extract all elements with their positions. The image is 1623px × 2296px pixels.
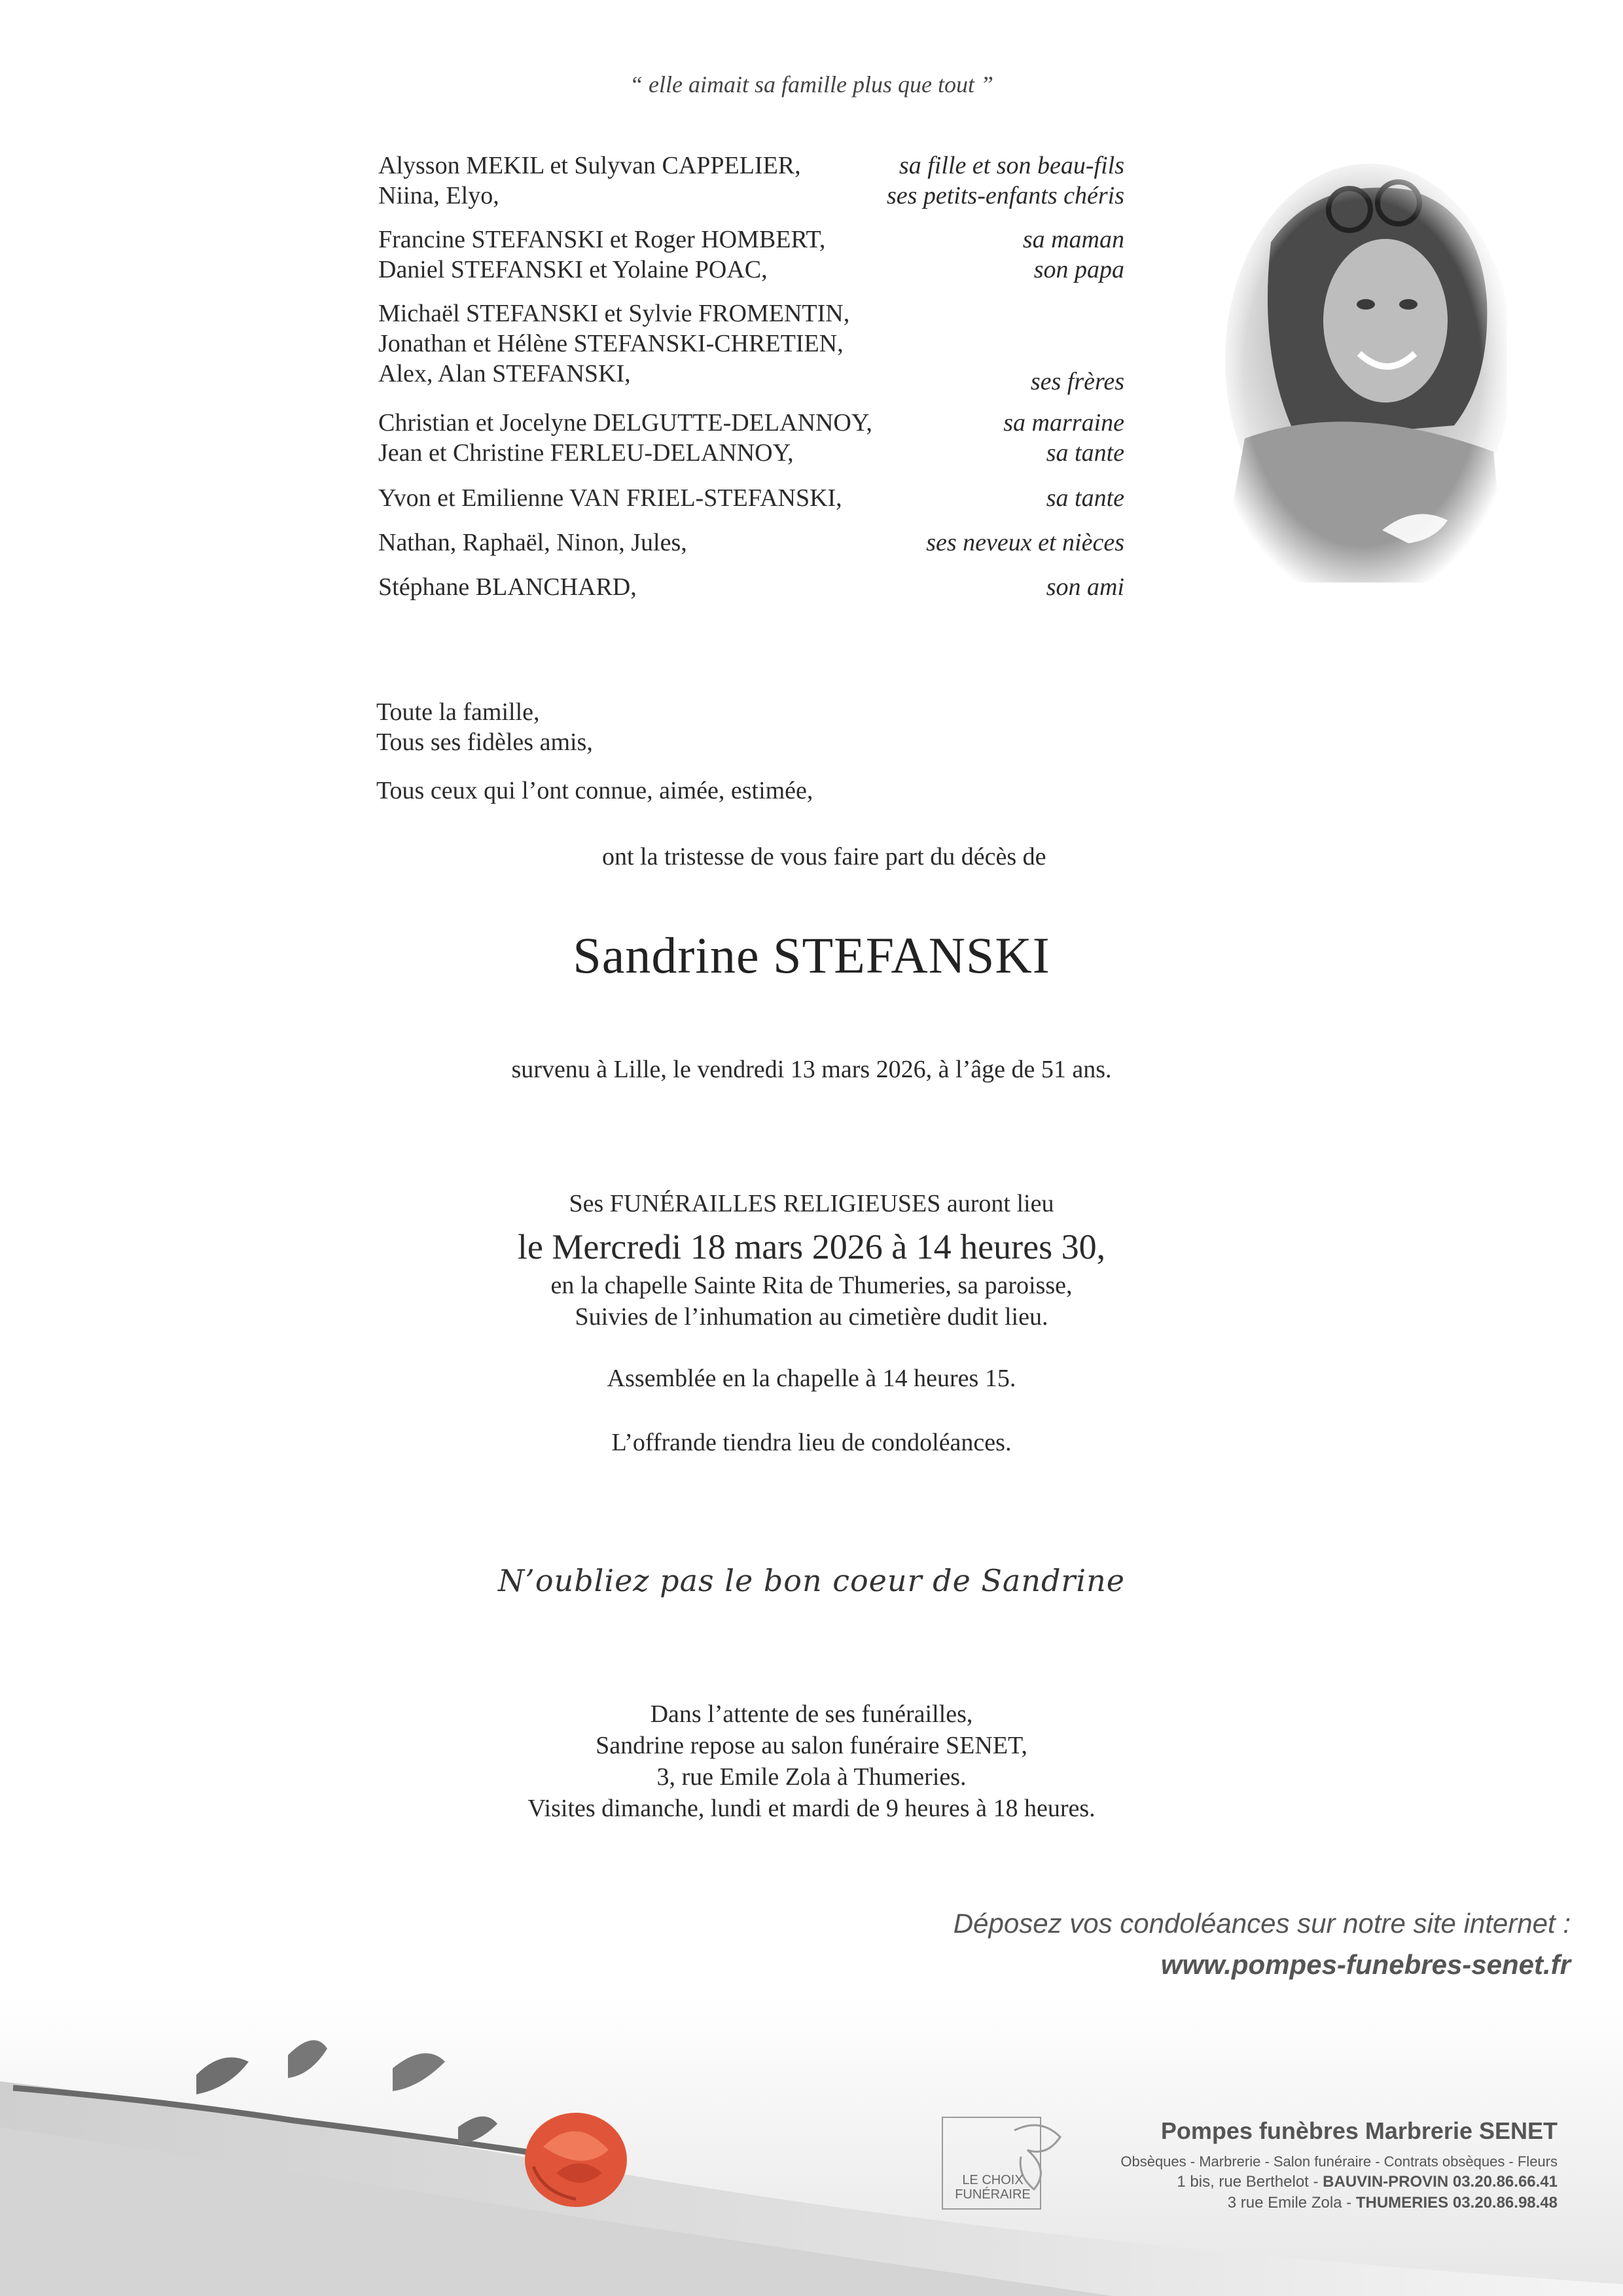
family-name: Christian et Jocelyne DELGUTTE-DELANNOY, [378,409,872,437]
logo-line-1: LE CHOIX [962,2173,1024,2187]
funeral-place: en la chapelle Sainte Rita de Thumeries, sa paroisse, [550,1272,1073,1299]
family-name: Alex, Alan STEFANSKI, [378,360,631,387]
intro-friends: Tous ses fidèles amis, [376,728,593,756]
family-name: Niina, Elyo, [378,182,499,209]
family-relation: sa tante [1046,484,1124,512]
website-link[interactable]: www.pompes-funebres-senet.fr [1160,1949,1571,1980]
family-relation: son ami [1046,573,1124,601]
rest-line-4: Visites dimanche, lundi et mardi de 9 heures à 18 heures. [527,1795,1096,1822]
family-relation: sa marraine [1003,409,1124,437]
deceased-name: Sandrine STEFANSKI [573,927,1050,984]
offering-note: L’offrande tiendra lieu de condoléances. [611,1429,1012,1456]
family-relation: sa maman [1022,226,1124,253]
announce-line: ont la tristesse de vous faire part du décès de [602,843,1046,870]
family-name: Nathan, Raphaël, Ninon, Jules, [378,529,687,556]
address-2-city-phone: THUMERIES 03.20.86.98.48 [1355,2194,1558,2212]
script-remembrance: N’oubliez pas le bon coeur de Sandrine [498,1563,1125,1598]
condolences-text: Déposez vos condoléances sur notre site internet : [953,1908,1571,1939]
rose-icon [525,2113,627,2207]
intro-others: Tous ceux qui l’ont connue, aimée, estimée, [376,777,813,804]
rest-line-2: Sandrine repose au salon funéraire SENET, [596,1732,1027,1759]
family-name: Daniel STEFANSKI et Yolaine POAC, [378,256,768,283]
family-relation: sa tante [1046,439,1124,467]
family-relation: sa fille et son beau-fils [899,152,1124,179]
rest-line-1: Dans l’attente de ses funérailles, [650,1700,973,1728]
rest-line-3: 3, rue Emile Zola à Thumeries. [656,1763,967,1791]
family-relation: ses neveux et nièces [926,529,1124,556]
address-1-city-phone: BAUVIN-PROVIN 03.20.86.66.41 [1323,2173,1558,2191]
address-1-street: 1 bis, rue Berthelot - [1177,2173,1323,2191]
family-name: Stéphane BLANCHARD, [378,573,637,601]
family-name: Jonathan et Hélène STEFANSKI-CHRETIEN, [378,330,844,357]
family-name: Yvon et Emilienne VAN FRIEL-STEFANSKI, [378,484,842,512]
portrait-photo [1219,164,1507,583]
family-relation: son papa [1033,256,1124,283]
family-name: Francine STEFANSKI et Roger HOMBERT, [378,226,826,253]
family-name: Michaël STEFANSKI et Sylvie FROMENTIN, [378,300,850,327]
company-services: Obsèques - Marbrerie - Salon funéraire - Contrats obsèques - Fleurs [1120,2153,1558,2170]
company-address-1 [1073,2173,1558,2191]
family-relation: ses petits-enfants chéris [886,182,1124,209]
epigraph-quote: “ elle aimait sa famille plus que tout ” [630,71,993,98]
assembly-time: Assemblée en la chapelle à 14 heures 15. [607,1365,1016,1392]
funeral-date: le Mercredi 18 mars 2026 à 14 heures 30, [517,1227,1106,1266]
death-info: survenu à Lille, le vendredi 13 mars 2026, à l’âge de 51 ans. [511,1056,1112,1083]
funeral-burial: Suivies de l’inhumation au cimetière dudit lieu. [575,1303,1048,1331]
company-address-2 [1073,2194,1558,2212]
address-2-street: 3 rue Emile Zola - [1227,2194,1356,2212]
company-name: Pompes funèbres Marbrerie SENET [1160,2117,1558,2144]
logo-line-2: FUNÉRAIRE [955,2187,1031,2202]
intro-family: Toute la famille, [376,698,540,726]
family-name: Alysson MEKIL et Sulyvan CAPPELIER, [378,152,801,179]
funeral-heading: Ses FUNÉRAILLES RELIGIEUSES auront lieu [569,1190,1054,1217]
family-name: Jean et Christine FERLEU-DELANNOY, [378,439,794,467]
rose-beach-illustration [0,1996,1623,2296]
logo-caption [944,2173,1042,2202]
family-relation: ses frères [1030,368,1124,395]
